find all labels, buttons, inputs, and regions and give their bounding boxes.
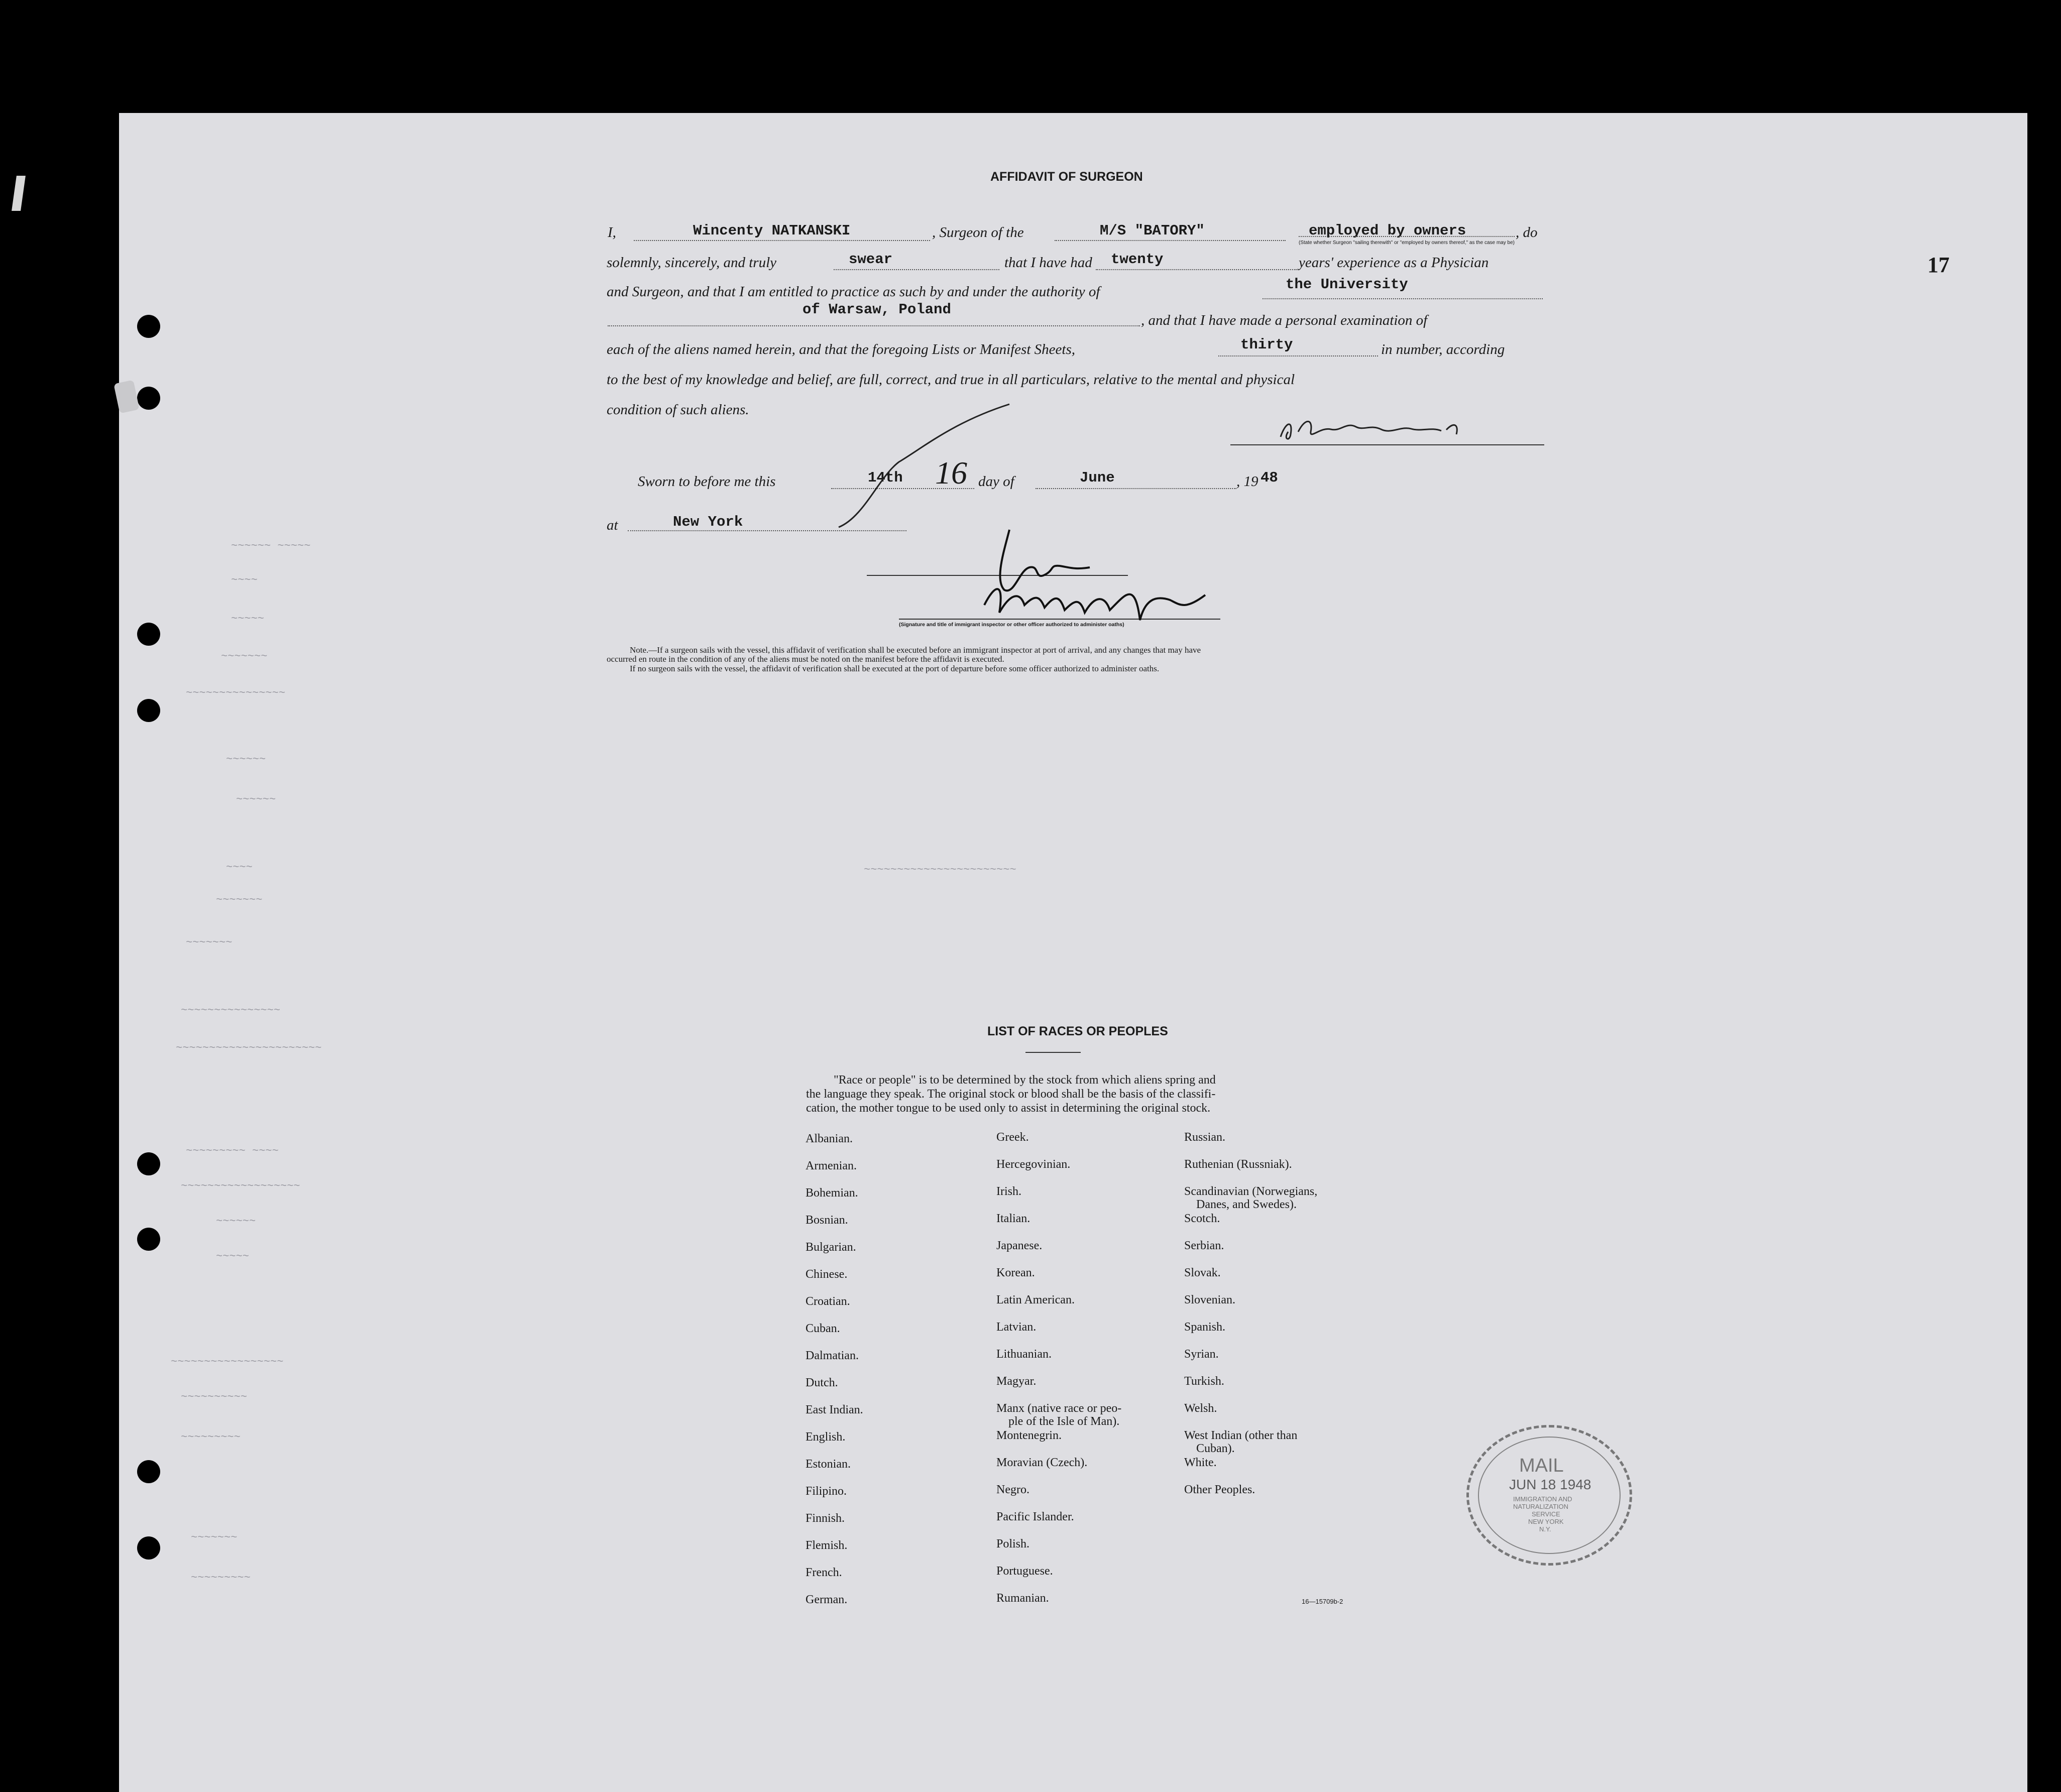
underline [1218, 355, 1378, 356]
race-entry: Syrian. [1184, 1348, 1219, 1361]
year-suffix: 48 [1261, 469, 1278, 486]
sworn-month: June [1080, 469, 1115, 486]
races-intro-1: "Race or people" is to be determined by the stock from which aliens spring and [834, 1073, 1216, 1087]
bleed-through: ~~~~~~ [216, 1215, 256, 1228]
bleed-through: ~~~~~~~~~~~~~~~~~~~~~~~ [864, 864, 1016, 876]
affidavit-line-2a: solemnly, sincerely, and truly [607, 255, 777, 271]
race-entry: Croatian. [806, 1295, 850, 1308]
race-entry: Cuban. [806, 1322, 840, 1335]
bleed-through: ~~~~~~~~~~ [181, 1391, 248, 1403]
binder-hole [137, 1536, 160, 1560]
surgeon-signature [1276, 412, 1517, 447]
binder-hole [137, 699, 160, 722]
year-prefix: , 19 [1236, 473, 1258, 490]
page-number: 17 [1927, 253, 1950, 277]
bleed-through: ~~~~~~~ [216, 894, 263, 906]
day-of-label: day of [978, 473, 1014, 490]
affidavit-line-4: , and that I have made a personal examination of [1141, 312, 1428, 328]
bleed-through: ~~~~~~~~~~~~~~~ [181, 1004, 281, 1017]
signature-caption: (Signature and title of immigrant inspector or other officer authorized to administer oaths) [899, 622, 1124, 628]
race-entry: Scotch. [1184, 1212, 1220, 1225]
race-entry: Bohemian. [806, 1186, 858, 1200]
affidavit-line-6: to the best of my knowledge and belief, are full, correct, and true in all particulars, relative to the mental and physical [607, 372, 1295, 388]
binder-hole [137, 315, 160, 338]
vessel-name: M/S "BATORY" [1100, 222, 1205, 239]
authority-line-1: the University [1286, 276, 1408, 293]
race-entry: Estonian. [806, 1458, 851, 1471]
races-intro-3: cation, the mother tongue to be used only to assist in determining the original stock. [806, 1102, 1211, 1115]
race-entry: Negro. [996, 1483, 1029, 1496]
binder-hole [137, 1228, 160, 1251]
underline [1036, 488, 1236, 489]
bleed-through: ~~~~~ [231, 613, 265, 625]
mail-stamp [1466, 1425, 1632, 1566]
bleed-through: ~~~~~~ ~~~~~ [231, 540, 311, 552]
race-entry: Greek. [996, 1131, 1029, 1144]
race-entry: Bulgarian. [806, 1241, 856, 1254]
employment-caption: (State whether Surgeon "sailing therewith" or "employed by owners thereof," as the case may be) [1299, 240, 1515, 246]
oath-word: swear [849, 251, 893, 268]
race-entry: Dutch. [806, 1376, 838, 1389]
years-experience: twenty [1111, 251, 1164, 268]
race-entry: Serbian. [1184, 1239, 1224, 1252]
affidavit-line-1a: I, [608, 224, 616, 241]
race-entry: Latin American. [996, 1293, 1075, 1306]
races-intro-2: the language they speak. The original stock or blood shall be the basis of the classifi- [806, 1088, 1216, 1101]
binder-hole [137, 1460, 160, 1483]
underline [628, 530, 906, 531]
affidavit-line-1b: , Surgeon of the [932, 224, 1024, 241]
bleed-through: ~~~~~~~ [221, 650, 268, 663]
underline [634, 240, 930, 241]
race-entry: Korean. [996, 1266, 1035, 1279]
note-line-3: If no surgeon sails with the vessel, the affidavit of verification shall be executed at the port of departure before some officer authorized to administer oaths. [630, 664, 1160, 673]
affidavit-line-2c: years' experience as a Physician [1299, 255, 1489, 271]
race-entry: Portuguese. [996, 1565, 1053, 1578]
race-entry: Pacific Islander. [996, 1510, 1074, 1523]
affidavit-line-3: and Surgeon, and that I am entitled to practice as such by and under the authority of [607, 284, 1100, 300]
underline [1299, 236, 1515, 237]
race-entry: Flemish. [806, 1539, 848, 1552]
race-entry: Other Peoples. [1184, 1483, 1255, 1496]
affidavit-line-2b: that I have had [1004, 255, 1092, 271]
note-line-2: occurred en route in the condition of any of the aliens must be noted on the manifest before the affidavit is executed. [607, 654, 1004, 664]
title-rule [1025, 1052, 1081, 1053]
bleed-through: ~~~~~ [216, 1250, 250, 1263]
race-entry: Rumanian. [996, 1592, 1049, 1605]
race-entry: Turkish. [1184, 1375, 1224, 1388]
underline [834, 269, 999, 270]
races-title: LIST OF RACES OR PEOPLES [987, 1024, 1168, 1038]
note-line-1: Note.—If a surgeon sails with the vessel, this affidavit of verification shall be executed before an immigrant inspector at port of arrival, and any changes that may have [630, 645, 1201, 655]
race-entry: Welsh. [1184, 1402, 1217, 1415]
edge-mark [12, 176, 26, 211]
race-entry: French. [806, 1566, 842, 1579]
underline [1096, 269, 1297, 270]
race-entry: Scandinavian (Norwegians, Danes, and Swedes). [1184, 1185, 1318, 1211]
race-entry: Slovenian. [1184, 1293, 1235, 1306]
race-entry: Hercegovinian. [996, 1158, 1071, 1171]
race-entry: Finnish. [806, 1512, 845, 1525]
race-entry: Slovak. [1184, 1266, 1221, 1279]
race-entry: Armenian. [806, 1159, 857, 1172]
sworn-place: New York [673, 514, 743, 530]
race-entry: Filipino. [806, 1485, 847, 1498]
at-label: at [607, 517, 618, 533]
race-entry: East Indian. [806, 1403, 863, 1416]
surgeon-employment: employed by owners [1309, 222, 1466, 239]
race-entry: Chinese. [806, 1268, 848, 1281]
race-entry: Manx (native race or peo- ple of the Isle of Man). [996, 1402, 1122, 1428]
affidavit-line-7: condition of such aliens. [607, 402, 749, 418]
form-number: 16—15709b-2 [1302, 1598, 1343, 1605]
underline [1055, 240, 1286, 241]
stamp-line-5: SERVICE [1532, 1510, 1560, 1518]
bleed-through: ~~~~~~~~~~~~~~~~~~ [181, 1180, 300, 1192]
race-entry: Latvian. [996, 1321, 1037, 1334]
affidavit-title: AFFIDAVIT OF SURGEON [990, 170, 1143, 184]
stamp-line-6: NEW YORK [1528, 1518, 1564, 1525]
sworn-label: Sworn to before me this [638, 473, 776, 490]
inspector-signature [974, 520, 1215, 625]
race-entry: Albanian. [806, 1132, 853, 1145]
affidavit-line-1c: , do [1516, 224, 1538, 241]
race-entry: Lithuanian. [996, 1348, 1052, 1361]
race-entry: White. [1184, 1456, 1217, 1469]
race-entry: Ruthenian (Russniak). [1184, 1158, 1292, 1171]
binder-hole [137, 387, 160, 410]
bleed-through: ~~~~~~~ [186, 936, 233, 949]
stamp-line-4: NATURALIZATION [1513, 1503, 1569, 1510]
stamp-line-7: N.Y. [1539, 1525, 1551, 1533]
race-entry: Bosnian. [806, 1214, 848, 1227]
stamp-line-3: IMMIGRATION AND [1513, 1495, 1572, 1503]
underline [1263, 298, 1543, 299]
race-entry: German. [806, 1593, 848, 1606]
race-entry: Italian. [996, 1212, 1030, 1225]
bleed-through: ~~~~~~~ [191, 1531, 238, 1544]
bleed-through: ~~~~~~~~~~~~~~~~~ [171, 1356, 284, 1368]
cancel-stroke [824, 402, 1014, 532]
bleed-through: ~~~~~~~~~~~~~~~~~~~~~~ [176, 1042, 322, 1054]
affidavit-line-5a: each of the aliens named herein, and that the foregoing Lists or Manifest Sheets, [607, 341, 1075, 357]
race-entry: Montenegrin. [996, 1429, 1062, 1442]
sworn-day-typed: 14th [868, 469, 903, 486]
race-entry: Polish. [996, 1537, 1030, 1550]
authority-line-2: of Warsaw, Poland [803, 301, 951, 318]
bleed-through: ~~~~~~ [236, 793, 276, 806]
bleed-through: ~~~~~~ [226, 753, 266, 766]
sworn-day-handwritten: 16 [935, 455, 967, 491]
binder-hole [137, 623, 160, 646]
sheet-count: thirty [1240, 336, 1293, 353]
race-entry: Magyar. [996, 1375, 1037, 1388]
bleed-through: ~~~~~~~~~ [191, 1572, 251, 1584]
race-entry: Moravian (Czech). [996, 1456, 1088, 1469]
binder-hole [137, 1152, 160, 1175]
race-entry: Japanese. [996, 1239, 1043, 1252]
race-entry: Irish. [996, 1185, 1021, 1198]
underline [608, 325, 1140, 326]
bleed-through: ~~~~~~~~~ [181, 1431, 241, 1444]
stamp-line-2: JUN 18 1948 [1509, 1477, 1591, 1492]
race-entry: Dalmatian. [806, 1349, 859, 1362]
affidavit-line-5b: in number, according [1381, 341, 1505, 357]
bleed-through: ~~~~~~~~~ ~~~~ [186, 1145, 279, 1157]
surgeon-name: Wincenty NATKANSKI [693, 222, 851, 239]
race-entry: West Indian (other than Cuban). [1184, 1429, 1298, 1455]
bleed-through: ~~~~ [231, 574, 258, 586]
race-entry: Spanish. [1184, 1321, 1226, 1334]
race-entry: Russian. [1184, 1131, 1226, 1144]
race-entry: English. [806, 1430, 846, 1444]
stamp-line-1: MAIL [1519, 1455, 1564, 1476]
document-page [119, 113, 2027, 1792]
bleed-through: ~~~~~~~~~~~~~~~ [186, 687, 286, 699]
bleed-through: ~~~~ [226, 861, 253, 874]
